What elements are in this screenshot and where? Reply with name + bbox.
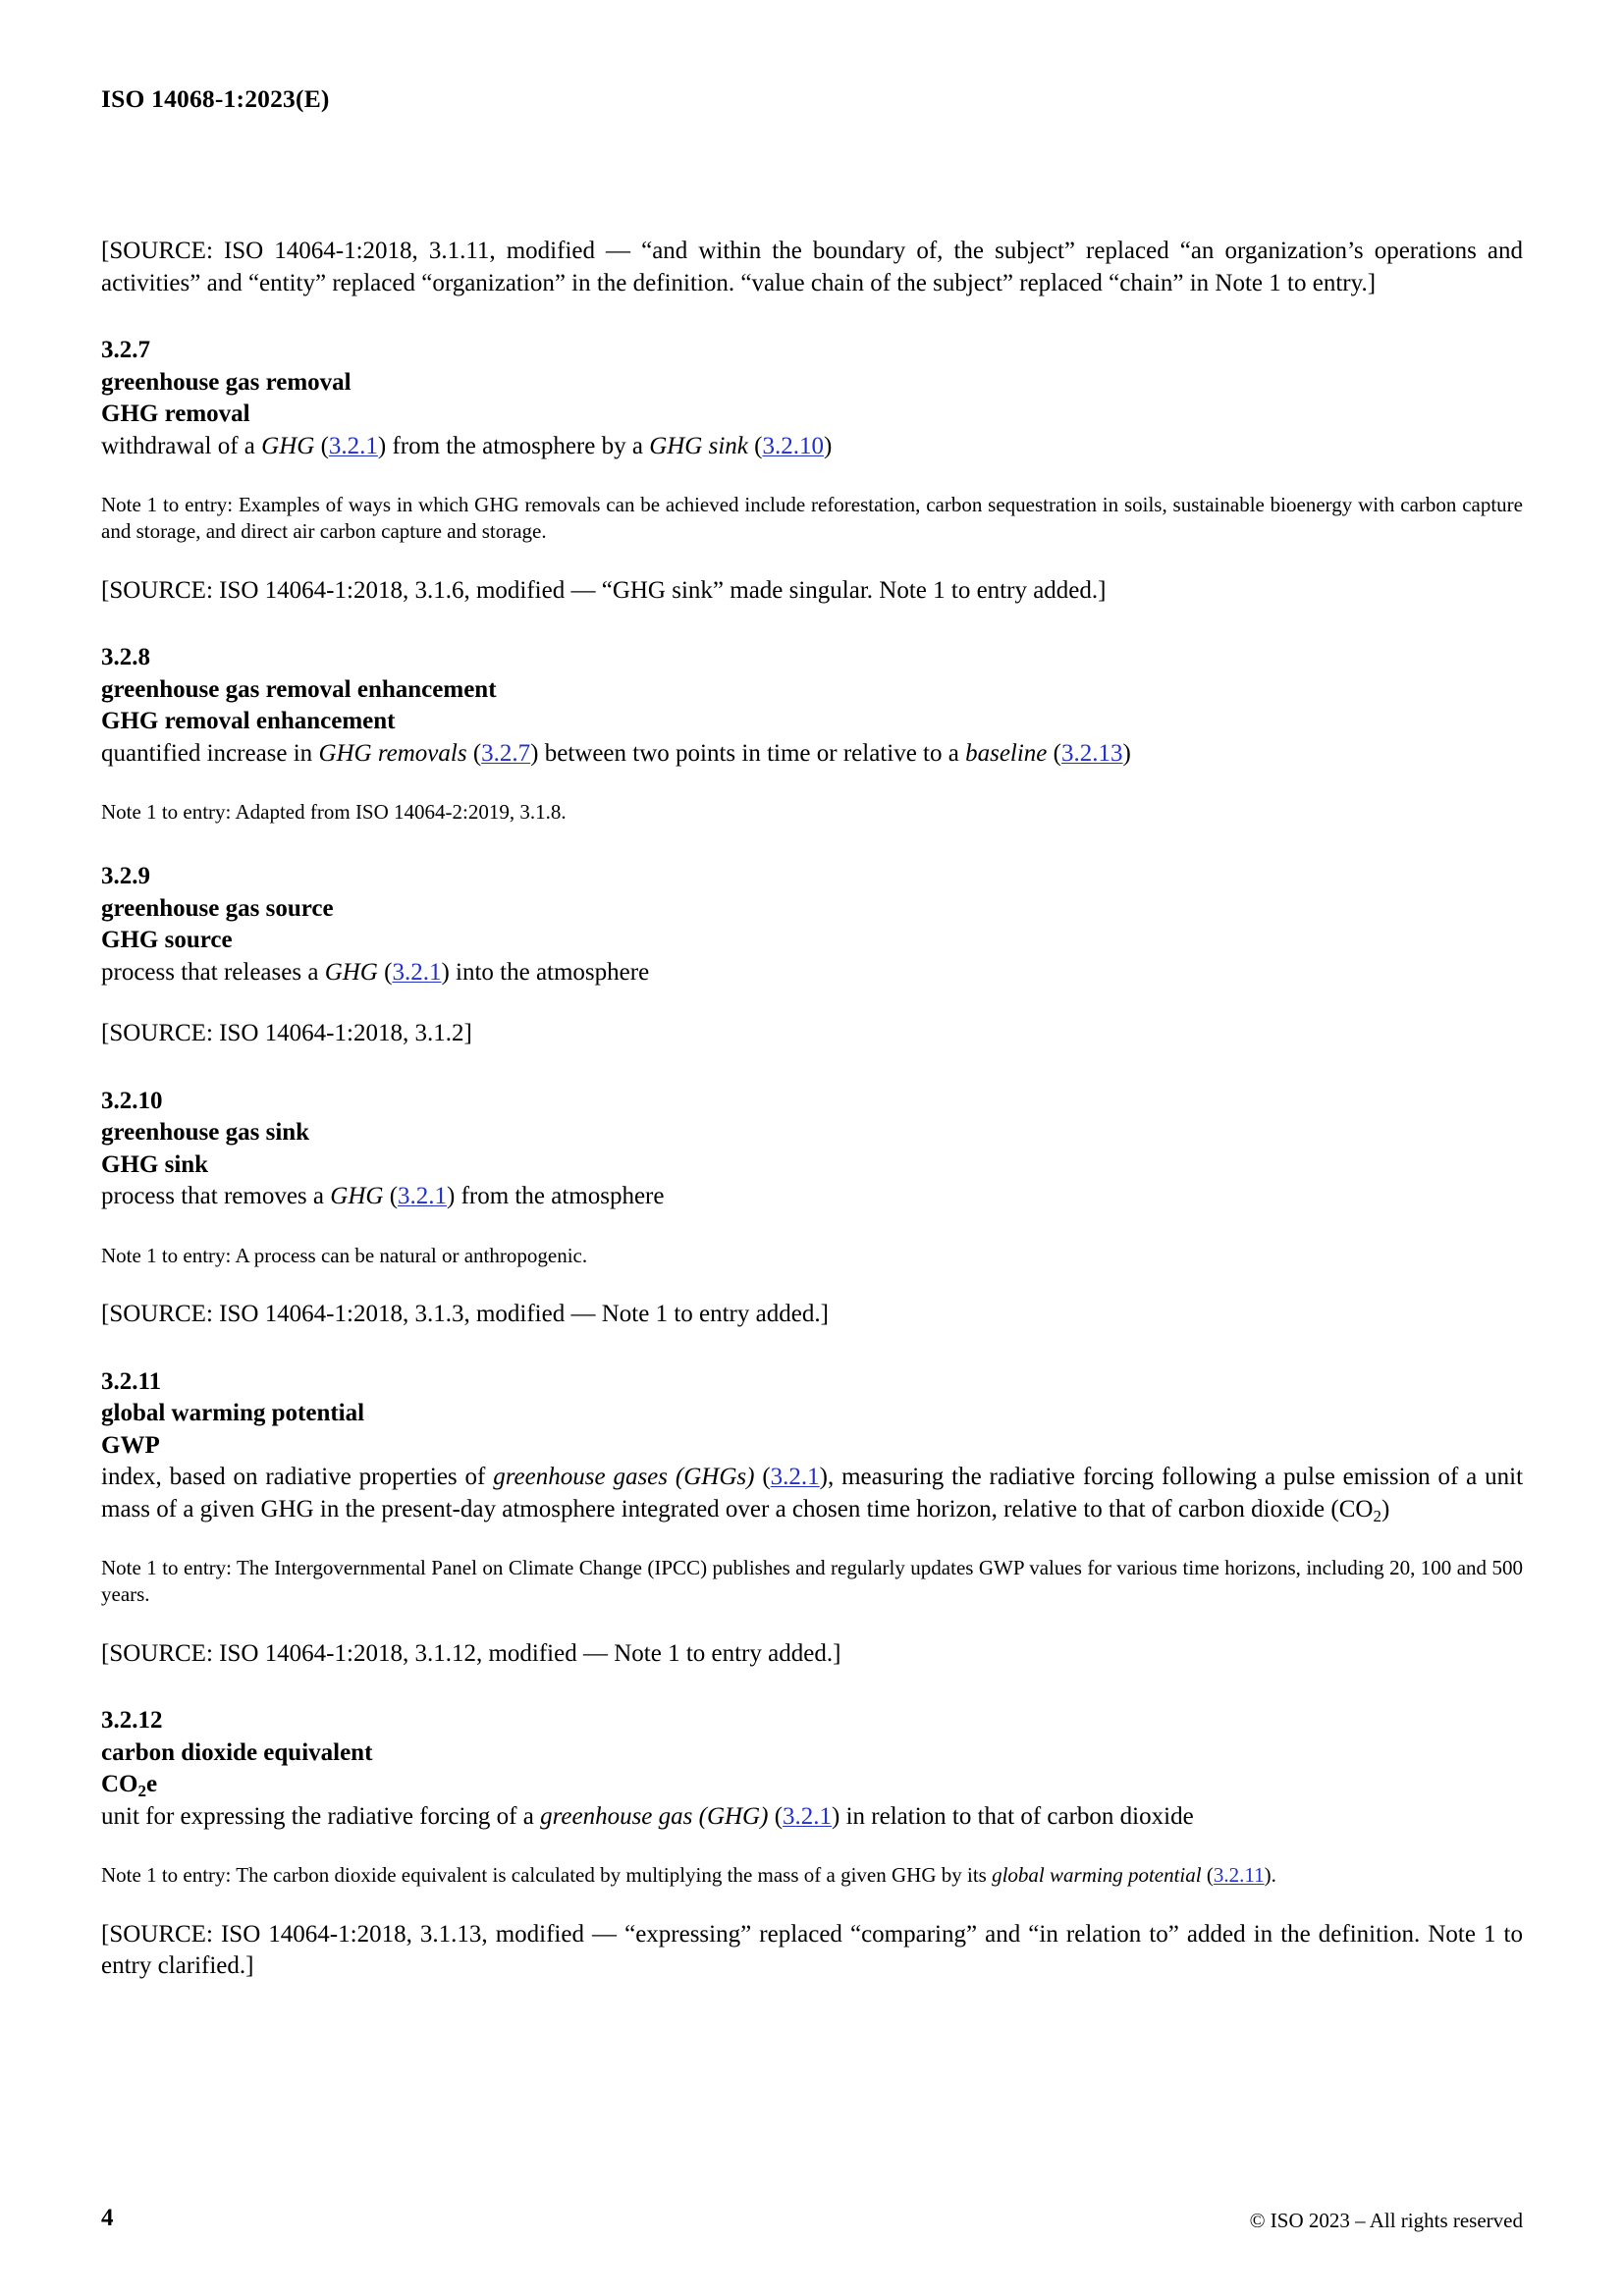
subscript-2: 2 — [1373, 1506, 1381, 1525]
definition-text: ( — [383, 1183, 399, 1210]
spacer — [101, 462, 1523, 492]
spacer — [101, 607, 1523, 642]
cross-reference-link[interactable]: 3.2.11 — [1213, 1863, 1265, 1888]
definition-text: ) from the atmosphere — [447, 1183, 665, 1210]
entry-term: greenhouse gas removal — [101, 368, 352, 396]
spacer — [101, 1833, 1523, 1862]
definition-text: ) from the atmosphere by a — [377, 432, 650, 459]
term-entry-3-2-11 — [101, 1366, 1523, 1526]
source-reference: [SOURCE: ISO 14064-1:2018, 3.1.6, modified — “GHG sink” made singular. Note 1 to entry added.] — [101, 576, 1107, 604]
note-to-entry — [101, 1862, 1523, 1889]
spacer — [101, 988, 1523, 1018]
entry-abbreviation: GWP — [101, 1431, 160, 1459]
source-note-carryover: [SOURCE: ISO 14064-1:2018, 3.1.11, modified — “and within the boundary of, the subject” replaced “an organization’s operations and activities” and “entity” replaced “organization” in the definition. “value chain of the subject” replaced “chain” in Note 1 to entry.] — [101, 238, 1523, 296]
definition-text: ( — [754, 1464, 771, 1491]
entry-abbreviation: GHG source — [101, 927, 233, 954]
definition-text: ), measuring the radiative forcing following a pulse emission of a unit mass of a given GHG in the present-day atmosphere integrated over a chosen time horizon, relative to that of carbon dioxide (CO — [101, 1464, 1524, 1522]
definition-text: ) in relation to that of carbon dioxide — [832, 1802, 1194, 1830]
running-head: ISO 14068-1:2023(E) — [101, 84, 330, 113]
term-entry-3-2-8 — [101, 642, 1523, 770]
definition-text: process that releases a — [101, 958, 325, 986]
entry-number: 3.2.7 — [101, 337, 150, 363]
entry-number: 3.2.12 — [101, 1707, 163, 1735]
definition-text: index, based on radiative properties of — [101, 1464, 494, 1491]
definition-text: ( — [1047, 739, 1061, 767]
subscript-2: 2 — [137, 1782, 146, 1801]
definition-text: quantified increase in — [101, 739, 319, 767]
spacer — [101, 1331, 1523, 1366]
source-reference: [SOURCE: ISO 14064-1:2018, 3.1.3, modified — Note 1 to entry added.] — [101, 1301, 829, 1328]
entry-abbreviation: GHG sink — [101, 1150, 209, 1178]
entry-definition — [101, 1181, 1523, 1213]
note-to-entry: Note 1 to entry: Adapted from ISO 14064-2:2019, 3.1.8. — [101, 800, 567, 825]
abbreviation-text: e — [146, 1771, 158, 1798]
abbreviation-text: CO — [101, 1771, 138, 1798]
definition-text: ( — [747, 432, 763, 459]
spacer — [101, 1269, 1523, 1299]
entry-number: 3.2.11 — [101, 1367, 162, 1395]
cross-reference-link[interactable]: 3.2.1 — [328, 432, 378, 459]
definition-italic: GHG — [324, 958, 378, 986]
term-entry-3-2-10 — [101, 1086, 1523, 1213]
definition-text: ( — [466, 739, 482, 767]
spacer — [101, 1050, 1523, 1086]
definition-text: unit for expressing the radiative forcing of a — [101, 1802, 541, 1830]
definition-italic: baseline — [965, 739, 1048, 767]
definition-text: withdrawal of a — [101, 432, 262, 459]
entry-term: carbon dioxide equivalent — [101, 1738, 373, 1766]
note-text: Note 1 to entry: The carbon dioxide equivalent is calculated by multiplying the mass of a given GHG by its — [101, 1863, 993, 1888]
entry-definition — [101, 957, 1523, 989]
entry-number: 3.2.10 — [101, 1087, 163, 1114]
spacer — [101, 546, 1523, 575]
page-number: 4 — [101, 2205, 114, 2231]
cross-reference-link[interactable]: 3.2.1 — [392, 958, 442, 986]
note-to-entry: Note 1 to entry: A process can be natural or anthropogenic. — [101, 1243, 588, 1267]
definition-text: ( — [314, 432, 329, 459]
definition-text: process that removes a — [101, 1183, 331, 1210]
entry-abbreviation: GHG removal enhancement — [101, 708, 396, 735]
entry-definition — [101, 431, 1523, 463]
note-to-entry: Note 1 to entry: The Intergovernmental Panel on Climate Change (IPCC) publishes and regularly updates GWP values for various time horizons, including 20, 100 and 500 years. — [101, 1556, 1523, 1607]
cross-reference-link[interactable]: 3.2.10 — [762, 432, 824, 459]
page-body — [101, 236, 1523, 1983]
note-text: ( — [1201, 1863, 1214, 1888]
cross-reference-link[interactable]: 3.2.7 — [481, 739, 531, 767]
source-reference: [SOURCE: ISO 14064-1:2018, 3.1.13, modified — “expressing” replaced “comparing” and “in relation to” added in the definition. Note 1 to entry clarified.] — [101, 1920, 1523, 1980]
term-entry-3-2-9 — [101, 861, 1523, 988]
spacer — [101, 770, 1523, 799]
entry-definition — [101, 1801, 1523, 1834]
spacer — [101, 1213, 1523, 1243]
definition-italic: GHG — [261, 432, 315, 459]
definition-text: ) into the atmosphere — [441, 958, 650, 986]
entry-term: greenhouse gas source — [101, 894, 334, 922]
cross-reference-link[interactable]: 3.2.1 — [398, 1183, 448, 1210]
spacer — [101, 1890, 1523, 1919]
definition-text: ) — [1122, 739, 1131, 767]
note-to-entry: Note 1 to entry: Examples of ways in which GHG removals can be achieved include reforestation, carbon sequestration in soils, sustainable bioenergy with carbon capture and storage, and direct air carbon capture and storage. — [101, 493, 1523, 544]
entry-definition — [101, 738, 1523, 771]
definition-text: ( — [377, 958, 393, 986]
cross-reference-link[interactable]: 3.2.1 — [770, 1464, 820, 1491]
entry-term: greenhouse gas removal enhancement — [101, 675, 497, 703]
spacer — [101, 826, 1523, 861]
definition-italic: GHG — [330, 1183, 384, 1210]
note-text: ). — [1264, 1863, 1276, 1888]
source-reference: [SOURCE: ISO 14064-1:2018, 3.1.2] — [101, 1020, 472, 1047]
entry-definition — [101, 1462, 1523, 1525]
definition-text: ) — [823, 432, 833, 459]
copyright-notice: © ISO 2023 – All rights reserved — [1249, 2209, 1523, 2232]
entry-number: 3.2.8 — [101, 644, 150, 671]
term-entry-3-2-7 — [101, 335, 1523, 462]
term-entry-3-2-12 — [101, 1705, 1523, 1833]
definition-italic: GHG removals — [318, 739, 467, 767]
entry-number: 3.2.9 — [101, 863, 150, 890]
definition-text: ( — [768, 1802, 784, 1830]
page-footer — [101, 2205, 1523, 2238]
definition-text: ) — [1380, 1495, 1390, 1522]
definition-italic: greenhouse gases (GHGs) — [493, 1464, 755, 1491]
definition-italic: GHG sink — [649, 432, 748, 459]
definition-text: ) between two points in time or relative to a — [530, 739, 966, 767]
entry-term: global warming potential — [101, 1400, 365, 1427]
source-reference: [SOURCE: ISO 14064-1:2018, 3.1.12, modified — Note 1 to entry added.] — [101, 1639, 841, 1667]
entry-term: greenhouse gas sink — [101, 1119, 310, 1147]
spacer — [101, 1609, 1523, 1638]
entry-abbreviation: GHG removal — [101, 400, 250, 427]
definition-italic: greenhouse gas (GHG) — [540, 1802, 769, 1830]
note-italic: global warming potential — [992, 1863, 1202, 1888]
entry-abbreviation — [101, 1769, 1523, 1801]
spacer — [101, 1525, 1523, 1555]
spacer — [101, 1670, 1523, 1705]
cross-reference-link[interactable]: 3.2.13 — [1061, 739, 1123, 767]
cross-reference-link[interactable]: 3.2.1 — [783, 1802, 833, 1830]
spacer — [101, 299, 1523, 335]
